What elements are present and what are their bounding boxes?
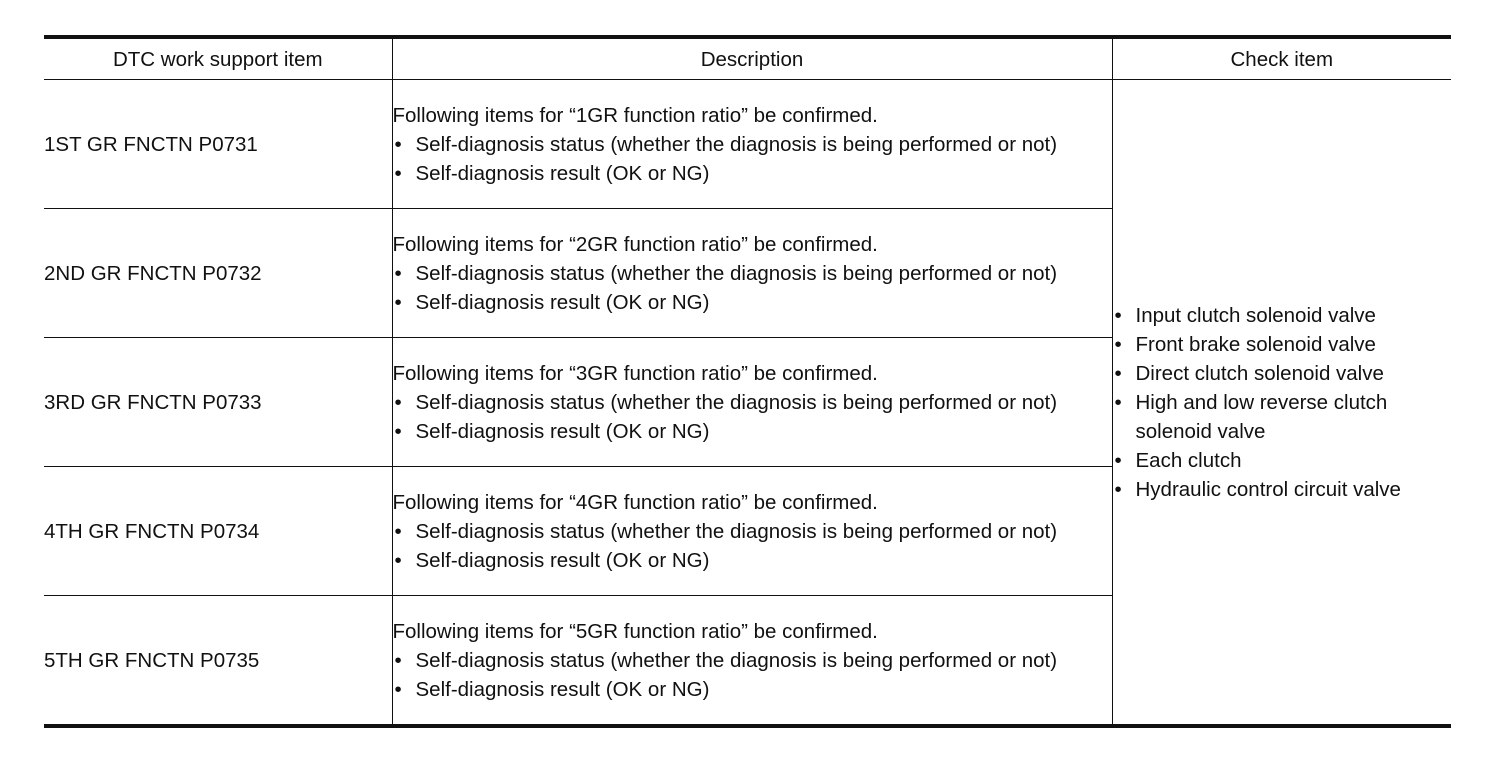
check-item: • Direct clutch solenoid valve	[1113, 359, 1452, 388]
description-bullet: • Self-diagnosis result (OK or NG)	[393, 288, 1112, 317]
check-item: • High and low reverse clutch solenoid valve	[1113, 388, 1452, 446]
description-bullet: • Self-diagnosis result (OK or NG)	[393, 159, 1112, 188]
description-intro: Following items for “4GR function ratio” be confirmed.	[392, 490, 878, 514]
description-bullet: • Self-diagnosis result (OK or NG)	[393, 417, 1112, 446]
header-description: Description	[392, 37, 1112, 80]
description-cell	[392, 338, 1112, 467]
description-bullet: • Self-diagnosis status (whether the diagnosis is being performed or not)	[393, 388, 1112, 417]
description-bullet: • Self-diagnosis status (whether the diagnosis is being performed or not)	[393, 646, 1112, 675]
description-bullet-list	[393, 517, 1112, 575]
description-bullet: • Self-diagnosis status (whether the diagnosis is being performed or not)	[393, 130, 1112, 159]
dtc-item-cell: 5TH GR FNCTN P0735	[44, 596, 392, 727]
description-cell	[392, 209, 1112, 338]
description-bullet: • Self-diagnosis status (whether the diagnosis is being performed or not)	[393, 517, 1112, 546]
check-item: • Input clutch solenoid valve	[1113, 301, 1452, 330]
description-cell	[392, 80, 1112, 209]
dtc-item-cell: 1ST GR FNCTN P0731	[44, 80, 392, 209]
header-dtc-work-support-item: DTC work support item	[44, 37, 392, 80]
table-header-row	[44, 37, 1451, 80]
description-bullet: • Self-diagnosis status (whether the diagnosis is being performed or not)	[393, 259, 1112, 288]
check-item: • Each clutch	[1113, 446, 1452, 475]
description-bullet-list	[393, 646, 1112, 704]
table-row	[44, 80, 1451, 209]
dtc-work-support-table	[44, 35, 1451, 728]
description-cell	[392, 596, 1112, 727]
dtc-item-cell: 4TH GR FNCTN P0734	[44, 467, 392, 596]
description-bullet: • Self-diagnosis result (OK or NG)	[393, 546, 1112, 575]
description-bullet-list	[393, 388, 1112, 446]
check-item-list	[1113, 301, 1452, 504]
description-intro: Following items for “2GR function ratio” be confirmed.	[392, 232, 878, 256]
check-item: • Front brake solenoid valve	[1113, 330, 1452, 359]
dtc-item-cell: 3RD GR FNCTN P0733	[44, 338, 392, 467]
dtc-item-cell: 2ND GR FNCTN P0732	[44, 209, 392, 338]
description-intro: Following items for “5GR function ratio” be confirmed.	[392, 619, 878, 643]
check-item: • Hydraulic control circuit valve	[1113, 475, 1452, 504]
description-cell	[392, 467, 1112, 596]
description-bullet: • Self-diagnosis result (OK or NG)	[393, 675, 1112, 704]
description-bullet-list	[393, 259, 1112, 317]
header-check-item: Check item	[1112, 37, 1451, 80]
description-intro: Following items for “3GR function ratio” be confirmed.	[392, 361, 878, 385]
description-bullet-list	[393, 130, 1112, 188]
description-intro: Following items for “1GR function ratio” be confirmed.	[392, 103, 878, 127]
check-item-cell	[1112, 80, 1451, 727]
